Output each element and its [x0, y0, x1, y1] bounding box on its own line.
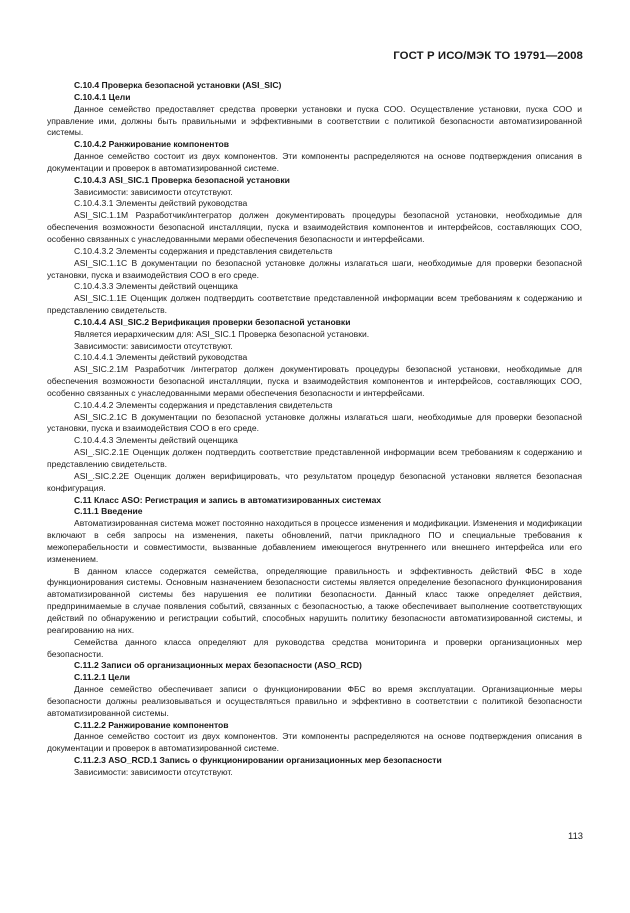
- section-heading: С.10.4.1 Цели: [74, 91, 131, 102]
- paragraph: С.10.4.3.2 Элементы содержания и представления свидетельств: [74, 245, 333, 256]
- paragraph: Зависимости: зависимости отсутствуют.: [74, 186, 233, 197]
- paragraph: С.10.4.4.2 Элементы содержания и представления свидетельств: [74, 399, 333, 410]
- paragraph: С.10.4.4.3 Элементы действий оценщика: [74, 435, 238, 446]
- paragraph: ASI_SIC.1.1C В документации по безопасной установке должны излагаться шаги, необходимые для проверки безопасной установки, пуска и взаимодействия СОО в его среде.: [47, 257, 582, 280]
- section-heading: С.11.2 Записи об организационных мерах безопасности (ASO_RCD): [74, 660, 362, 671]
- paragraph: Семейства данного класса определяют для руководства средства мониторинга и проверки организационных мер безопасности.: [47, 636, 582, 659]
- section-heading: С.11.2.3 ASO_RCD.1 Запись о функционировании организационных мер безопасности: [74, 755, 442, 766]
- paragraph: Зависимости: зависимости отсутствуют.: [74, 340, 233, 351]
- paragraph: С.10.4.3.3 Элементы действий оценщика: [74, 281, 238, 292]
- paragraph: В данном классе содержатся семейства, определяющие правильность и эффективность действий ФБС в ходе функционирования системы. Основным назначением безопасности системы является определение безопасного функционирования автоматизированной системы без нарушения ее политики безопасности. Данный класс также определяет действия, предпринимаемые в случае появления событий, связанных с безопасностью, а также обеспечивает выполнение соответствующих действий по обнаружению и регистрации событий, способных нарушить политику безопасности автоматизированной системы, и реагированию на них.: [47, 565, 582, 635]
- section-heading: С.10.4.2 Ранжирование компонентов: [74, 139, 229, 150]
- paragraph: Автоматизированная система может постоянно находиться в процессе изменения и модификации. Изменения и модификации включают в себя запросы на изменения, пакеты обновлений, патчи прикладного ПО и специальные требования к межоперабельности и совместимости, вызванные добавлением имеющегося внутреннего или внешнего интерфейса или его изменением.: [47, 518, 582, 564]
- paragraph: С.10.4.3.1 Элементы действий руководства: [74, 198, 248, 209]
- paragraph: Данное семейство состоит из двух компонентов. Эти компоненты распределяются на основе подтверждения описания в документации и проверок в автоматизированной системе.: [47, 731, 582, 754]
- paragraph: Данное семейство предоставляет средства проверки установки и пуска СОО. Осуществление установки, пуска СОО и управление ими, должны быть правильными и эффективными в соответствии с политикой безопасности автоматизированной системы.: [47, 103, 582, 138]
- section-heading: С.11 Класс ASO: Регистрация и запись в автоматизированных системах: [74, 494, 382, 505]
- standard-designation: ГОСТ Р ИСО/МЭК ТО 19791—2008: [393, 50, 583, 62]
- section-heading: С.11.2.1 Цели: [74, 672, 130, 683]
- paragraph: ASI_SIC.1.1E Оценщик должен подтвердить соответствие представленной информации всем требованиям к содержанию и представлению свидетельств.: [47, 293, 582, 316]
- paragraph: ASI_.SIC.2.1E Оценщик должен подтвердить соответствие представленной информации всем требованиям к содержанию и представлению свидетельств.: [47, 447, 582, 469]
- paragraph: Данное семейство состоит из двух компонентов. Эти компоненты распределяются на основе подтверждения описания в документации и проверок в автоматизированной системе.: [47, 151, 582, 173]
- section-heading: С.11.1 Введение: [74, 506, 143, 517]
- section-heading: С.11.2.2 Ранжирование компонентов: [74, 719, 229, 730]
- document-body: [47, 80, 582, 779]
- paragraph: С.10.4.4.1 Элементы действий руководства: [74, 352, 248, 363]
- paragraph: Данное семейство обеспечивает записи о функционировании ФБС во время эксплуатации. Организационные меры безопасности должны реализовываться и осуществляться правильно и эффективно в соответствии с политикой безопасности автоматизированной системы.: [47, 684, 582, 718]
- paragraph: ASI_SIC.2.1M Разработчик /интегратор должен документировать процедуры безопасной установки, необходимые для обеспечения возможности безопасной инсталляции, пуска и взаимодействия компонентов и интерфейсов, составляющих СОО, особенно связанных с унаследованными мерами обеспечения безопасности и интерфейсами.: [47, 364, 582, 398]
- page-number: 113: [568, 830, 583, 841]
- paragraph: Является иерархическим для: ASI_SIC.1 Проверка безопасной установки.: [74, 328, 370, 339]
- section-heading: С.10.4.4 ASI_SIC.2 Верификация проверки безопасной установки: [74, 316, 351, 327]
- section-heading: С.10.4 Проверка безопасной установки (ASI_SIC): [74, 80, 282, 90]
- section-heading: С.10.4.3 ASI_SIC.1 Проверка безопасной установки: [74, 174, 290, 185]
- paragraph: ASI_.SIC.2.2E Оценщик должен верифицировать, что результатом процедур безопасной установки является безопасная конфигурация.: [47, 470, 582, 493]
- paragraph: ASI_SIC.1.1M Разработчик/интегратор должен документировать процедуры безопасной установки, необходимые для обеспечения возможности безопасной инсталляции, пуска и взаимодействия компонентов и интерфейсов, составляющих СОО, особенно связанных с унаследованными мерами обеспечения безопасности и интерфейсами.: [47, 210, 582, 244]
- paragraph: Зависимости: зависимости отсутствуют.: [74, 766, 233, 777]
- paragraph: ASI_SIC.2.1C В документации по безопасной установке должны излагаться шаги, необходимые для проверки безопасной установки, пуска и взаимодействия СОО в его среде.: [47, 411, 582, 434]
